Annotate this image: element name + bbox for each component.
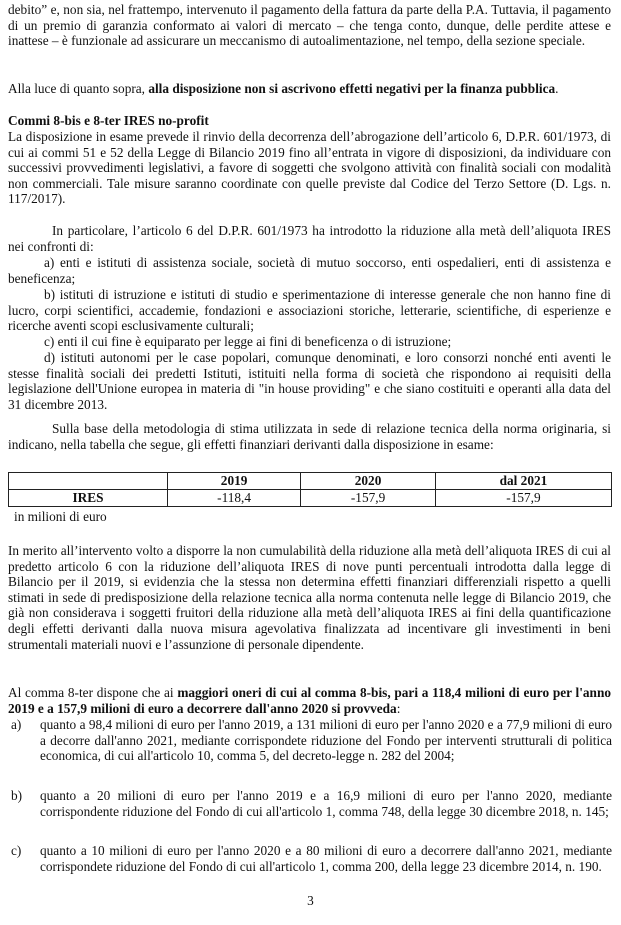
table-header-cell: 2020 [301,473,436,490]
table-header-cell [9,473,168,490]
funding-item-text: quanto a 20 milioni di euro per l'anno 2019 e a 16,9 milioni di euro per l'anno 2020, mediante corrispondente riduzione del Fondo di cui all'articolo 1, comma 748, della legge 30 dicembre 2018, n. 145; [40,788,612,819]
funding-item-text: quanto a 10 milioni di euro per l'anno 2020 e a 80 milioni di euro a decorrere dall'anno 2021, mediante corrispondete riduzione del Fondo di cui all'articolo 1, comma 200, della legge 23 dicembre 2014, n. 190. [40,843,612,874]
table-row-label: IRES [9,490,168,507]
table-header-cell: 2019 [168,473,301,490]
page-number: 3 [307,893,314,908]
list-marker: a) [11,717,22,732]
paragraph-articolo-6: In particolare, l’articolo 6 del D.P.R. 601/1973 ha introdotto la riduzione alla metà dell’aliquota IRES nei confronti di: [8,223,611,254]
table-row [9,490,612,507]
funding-item-c [11,843,612,874]
paragraph-intro: debito” e, non sia, nel frattempo, intervenuto il pagamento della fattura da parte della P.A. Tuttavia, il pagamento di un premio di garanzia conformato ai valori di mercato – che tenga conto, dunque, delle perdite attese e inattese – è funzionale ad assicurare un meccanismo di autoalimentazione, nel tempo, della sezione speciale. [8,2,611,49]
paragraph-disposizione: La disposizione in esame prevede il rinvio della decorrenza dell’abrogazione dell’articolo 6, D.P.R. 601/1973, di cui ai commi 51 e 52 della Legge di Bilancio 2019 fino all’entrata in vigore di disposizioni, da individuare con successivi provvedimenti legislativi, a favore di soggetti che svolgono attività con finalità sociali con modalità non commerciali. Tale misure saranno coordinate con quelle previste dal Codice del Terzo Settore (D. Lgs. n. 117/2017). [8,129,611,207]
list-item-d: d) istituti autonomi per le case popolari, comunque denominati, e loro consorzi nonché enti aventi le stesse finalità sociali dei predetti Istituti, istituiti nella forma di società che rispondono ai requisiti della legislazione dell'Unione europea in materia di "in house providing" e che siano costituiti e operanti alla data del 31 dicembre 2013. [8,350,611,412]
table-cell: -157,9 [435,490,611,507]
oneri-bold: maggiori oneri di cui al comma 8-bis, pari a 118,4 milioni di euro per l'anno 2019 e a 157,9 milioni di euro a decorrere dall'anno 2020 si provveda [8,685,611,716]
section-heading: Commi 8-bis e 8-ter IRES no-profit [8,113,209,128]
paragraph-metodologia: Sulla base della metodologia di stima utilizzata in sede di relazione tecnica della norma originaria, si indicano, nella tabella che segue, gli effetti finanziari derivanti dalla disposizione in esame: [8,421,611,452]
paragraph-conclusion: Alla luce di quanto sopra, alla disposizione non si ascrivono effetti negativi per la finanza pubblica. [8,81,559,96]
paragraph-cumulabilita: In merito all’intervento volto a disporre la non cumulabilità della riduzione alla metà dell’aliquota IRES di cui al predetto articolo 6 con la riduzione dell’aliquota IRES di nove punti percentuali introdotta dalla legge di Bilancio per il 2019, si evidenzia che la stessa non determina effetti finanziari differenziali rispetto a quelli stimati in sede di predisposizione della relazione tecnica alla norma contenuta nelle legge di Bilancio 2019, che già non considerava i soggetti fruitori della riduzione alla metà dell’aliquota IRES ai fini della quantificazione degli effetti derivanti dalla nuova misura agevolativa finalizzata ad incentivare gli investimenti in beni strumentali materiali nuovi e l’assunzione di personale dipendente. [8,543,611,652]
list-item-c: c) enti il cui fine è equiparato per legge ai fini di beneficenza o di istruzione; [44,334,452,349]
list-item-a: a) enti e istituti di assistenza sociale, società di mutuo soccorso, enti ospedalieri, enti di assistenza e beneficenza; [8,255,611,286]
list-item-b: b) istituti di istruzione e istituti di studio e sperimentazione di interesse generale che non hanno fine di lucro, corpi scientifici, accademie, fondazioni e associazioni storiche, letterarie, scientifiche, di esperienze e ricerche aventi scopi esclusivamente culturali; [8,287,611,334]
list-marker: c) [11,843,22,858]
table-cell: -118,4 [168,490,301,507]
funding-item-text: quanto a 98,4 milioni di euro per l'anno 2019, a 131 milioni di euro per l'anno 2020 e a 77,9 milioni di euro a decorre dall'anno 2021, mediante corrispondete riduzione del Fondo per interventi strutturali di politica economica, di cui all'articolo 10, comma 5, del decreto-legge n. 282 del 2004; [40,717,612,764]
table-cell: -157,9 [301,490,436,507]
paragraph-comma-8ter: Al comma 8-ter dispone che ai maggiori oneri di cui al comma 8-bis, pari a 118,4 milioni di euro per l'anno 2019 e a 157,9 milioni di euro a decorrere dall'anno 2020 si provveda: [8,685,611,716]
funding-item-b [11,788,612,819]
list-marker: b) [11,788,23,803]
conclusion-bold: alla disposizione non si ascrivono effetti negativi per la finanza pubblica [148,81,556,96]
table-header-cell: dal 2021 [435,473,611,490]
table-header-row [9,473,612,490]
funding-item-a [11,717,612,764]
table-unit-note: in milioni di euro [14,509,107,524]
effects-table [8,472,612,507]
